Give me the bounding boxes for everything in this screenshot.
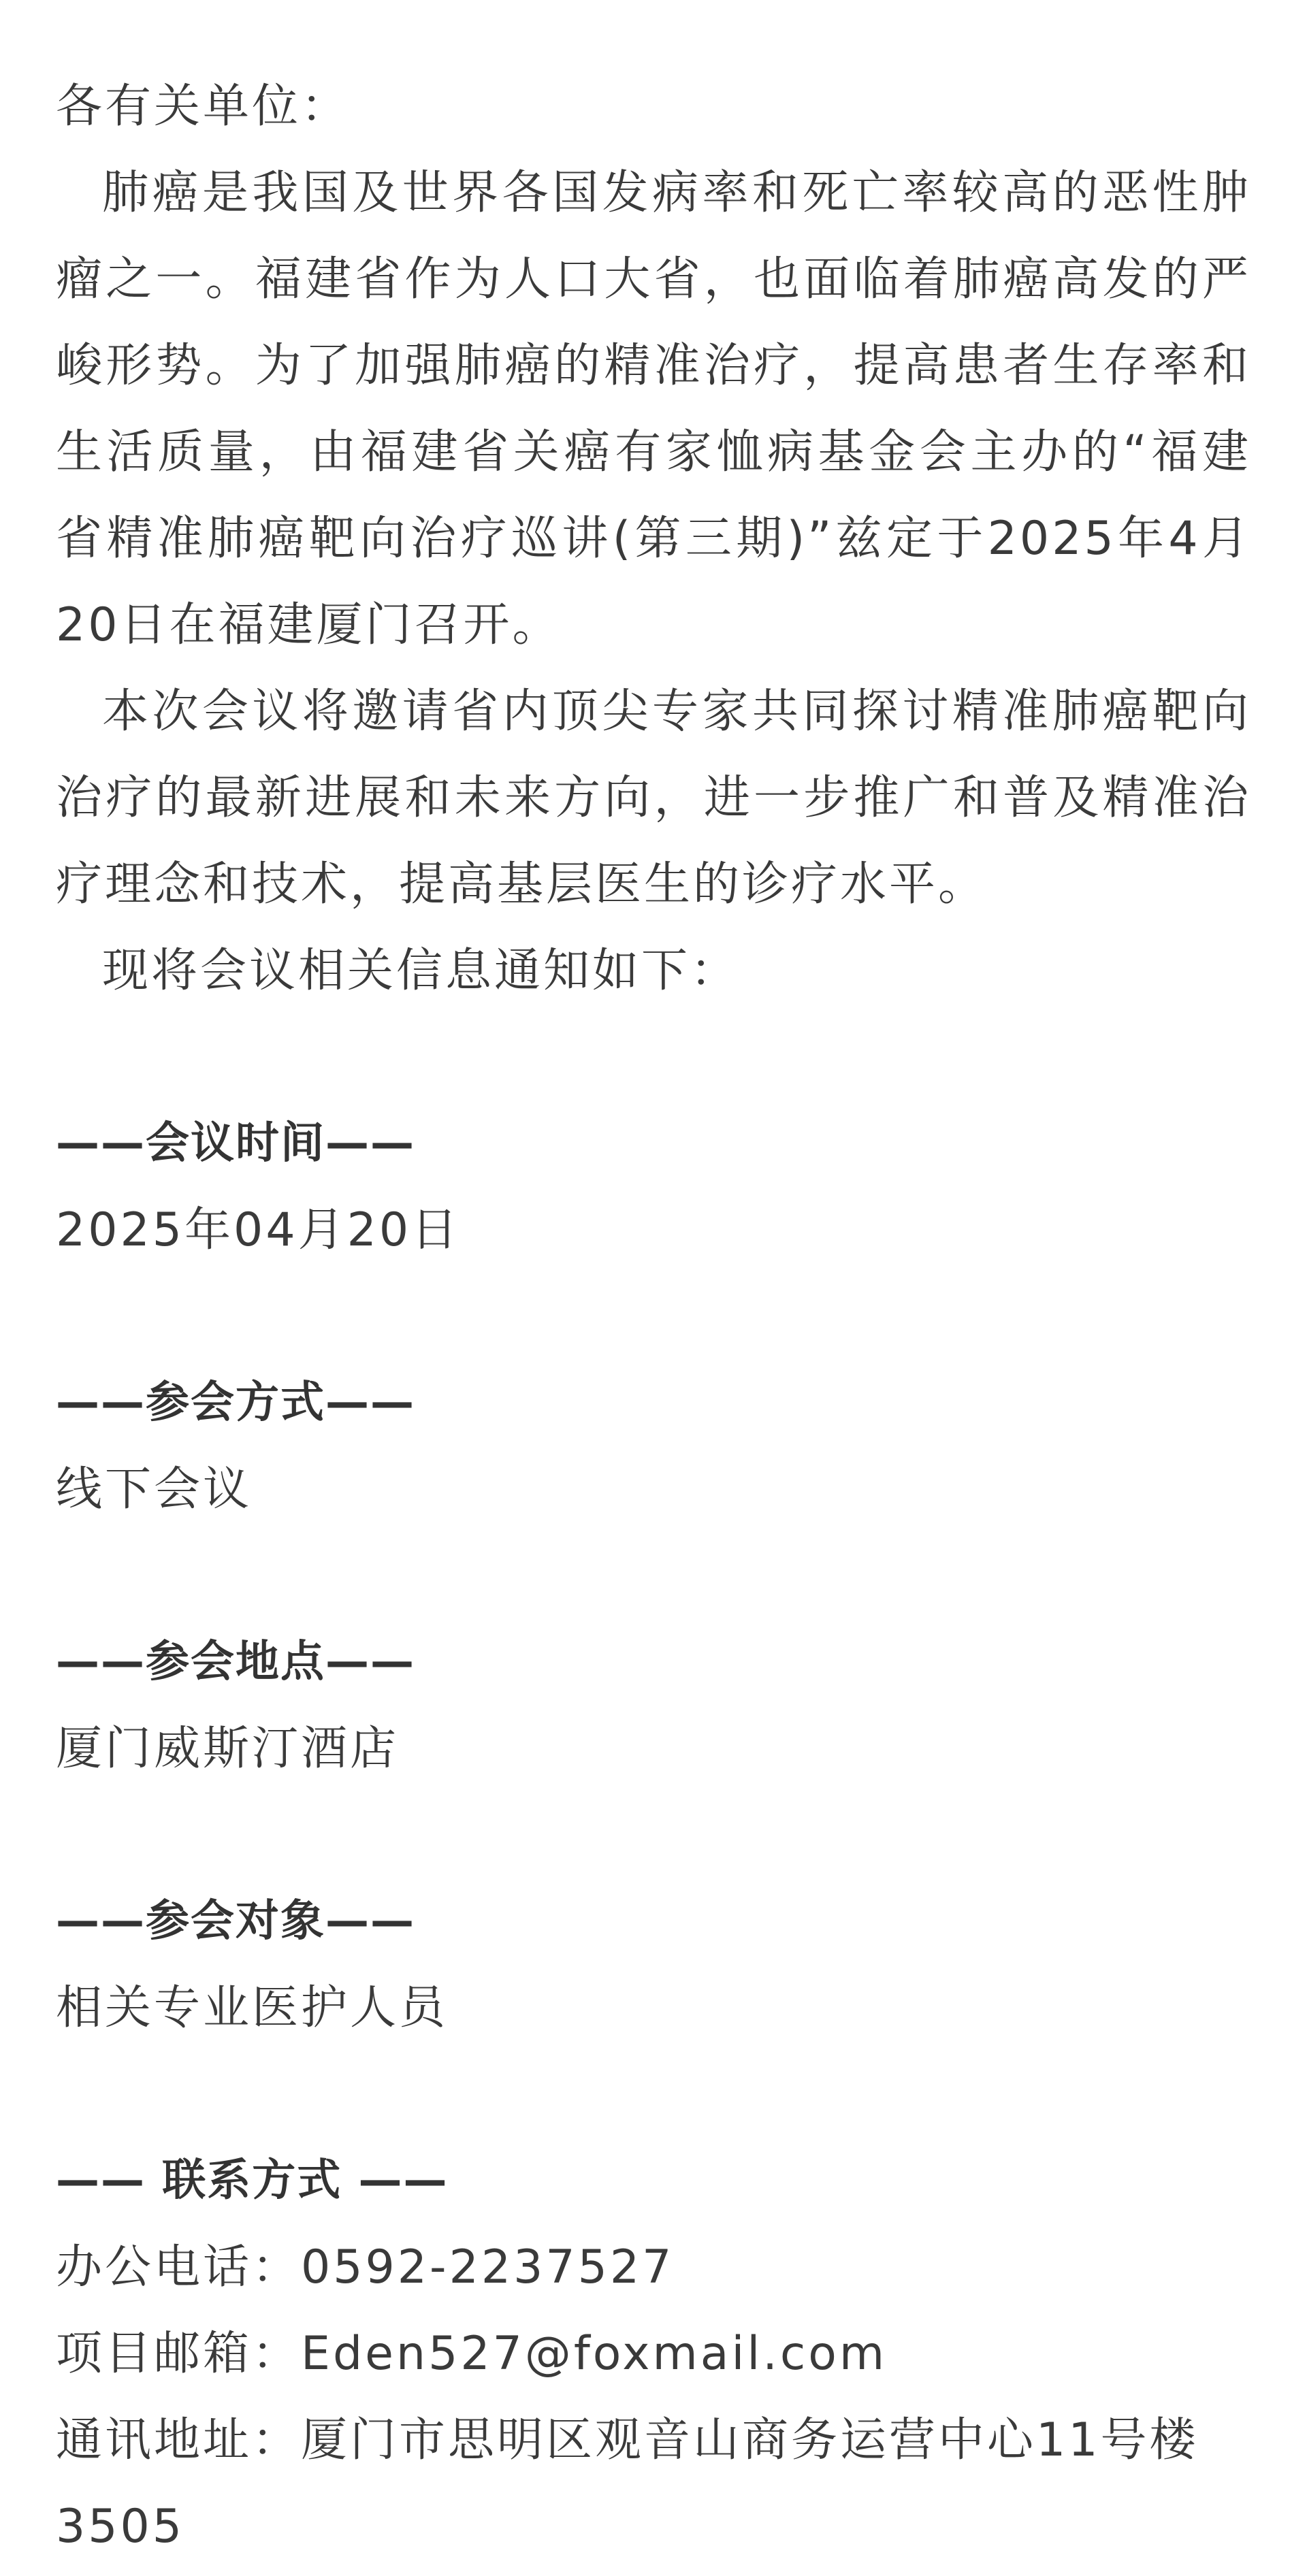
venue-heading: ——参会地点—— xyxy=(56,1637,415,1687)
notice-lead-paragraph: 现将会议相关信息通知如下： xyxy=(102,944,740,998)
spacer xyxy=(56,1792,1251,1878)
salutation: 各有关单位： xyxy=(56,80,351,133)
audience-heading: ——参会对象—— xyxy=(56,1896,415,1946)
intro-paragraph: 肺癌是我国及世界各国发病率和死亡率较高的恶性肿瘤之一。福建省作为人口大省，也面临着肺癌高发的严峻形势。为了加强肺癌的精准治疗，提高患者生存率和生活质量，由福建省关癌有家恤病基金会主办的“福建省精准肺癌靶向治疗巡讲(第三期)”兹定于2025年4月20日在福建厦门召开。 xyxy=(56,166,1251,652)
venue-value: 厦门威斯汀酒店 xyxy=(56,1722,400,1776)
spacer xyxy=(56,1014,1251,1100)
spacer xyxy=(56,1273,1251,1360)
spacer xyxy=(56,2051,1251,2138)
meeting-time-heading: ——会议时间—— xyxy=(56,1118,415,1169)
meeting-time-value: 2025年04月20日 xyxy=(56,1203,461,1257)
attendance-mode-heading: ——参会方式—— xyxy=(56,1377,415,1428)
meeting-purpose-paragraph: 本次会议将邀请省内顶尖专家共同探讨精准肺癌靶向治疗的最新进展和未来方向，进一步推广和普及精准治疗理念和技术，提高基层医生的诊疗水平。 xyxy=(56,685,1251,911)
contact-email: 项目邮箱：Eden527@foxmail.com xyxy=(56,2327,888,2381)
attendance-mode-value: 线下会议 xyxy=(56,1463,253,1516)
contact-heading: —— 联系方式 —— xyxy=(56,2155,449,2206)
audience-value: 相关专业医护人员 xyxy=(56,1981,449,2035)
spacer xyxy=(56,1533,1251,1619)
contact-address: 通讯地址：厦门市思明区观音山商务运营中心11号楼3505 xyxy=(56,2413,1199,2554)
contact-phone: 办公电话：0592-2237527 xyxy=(56,2240,675,2294)
